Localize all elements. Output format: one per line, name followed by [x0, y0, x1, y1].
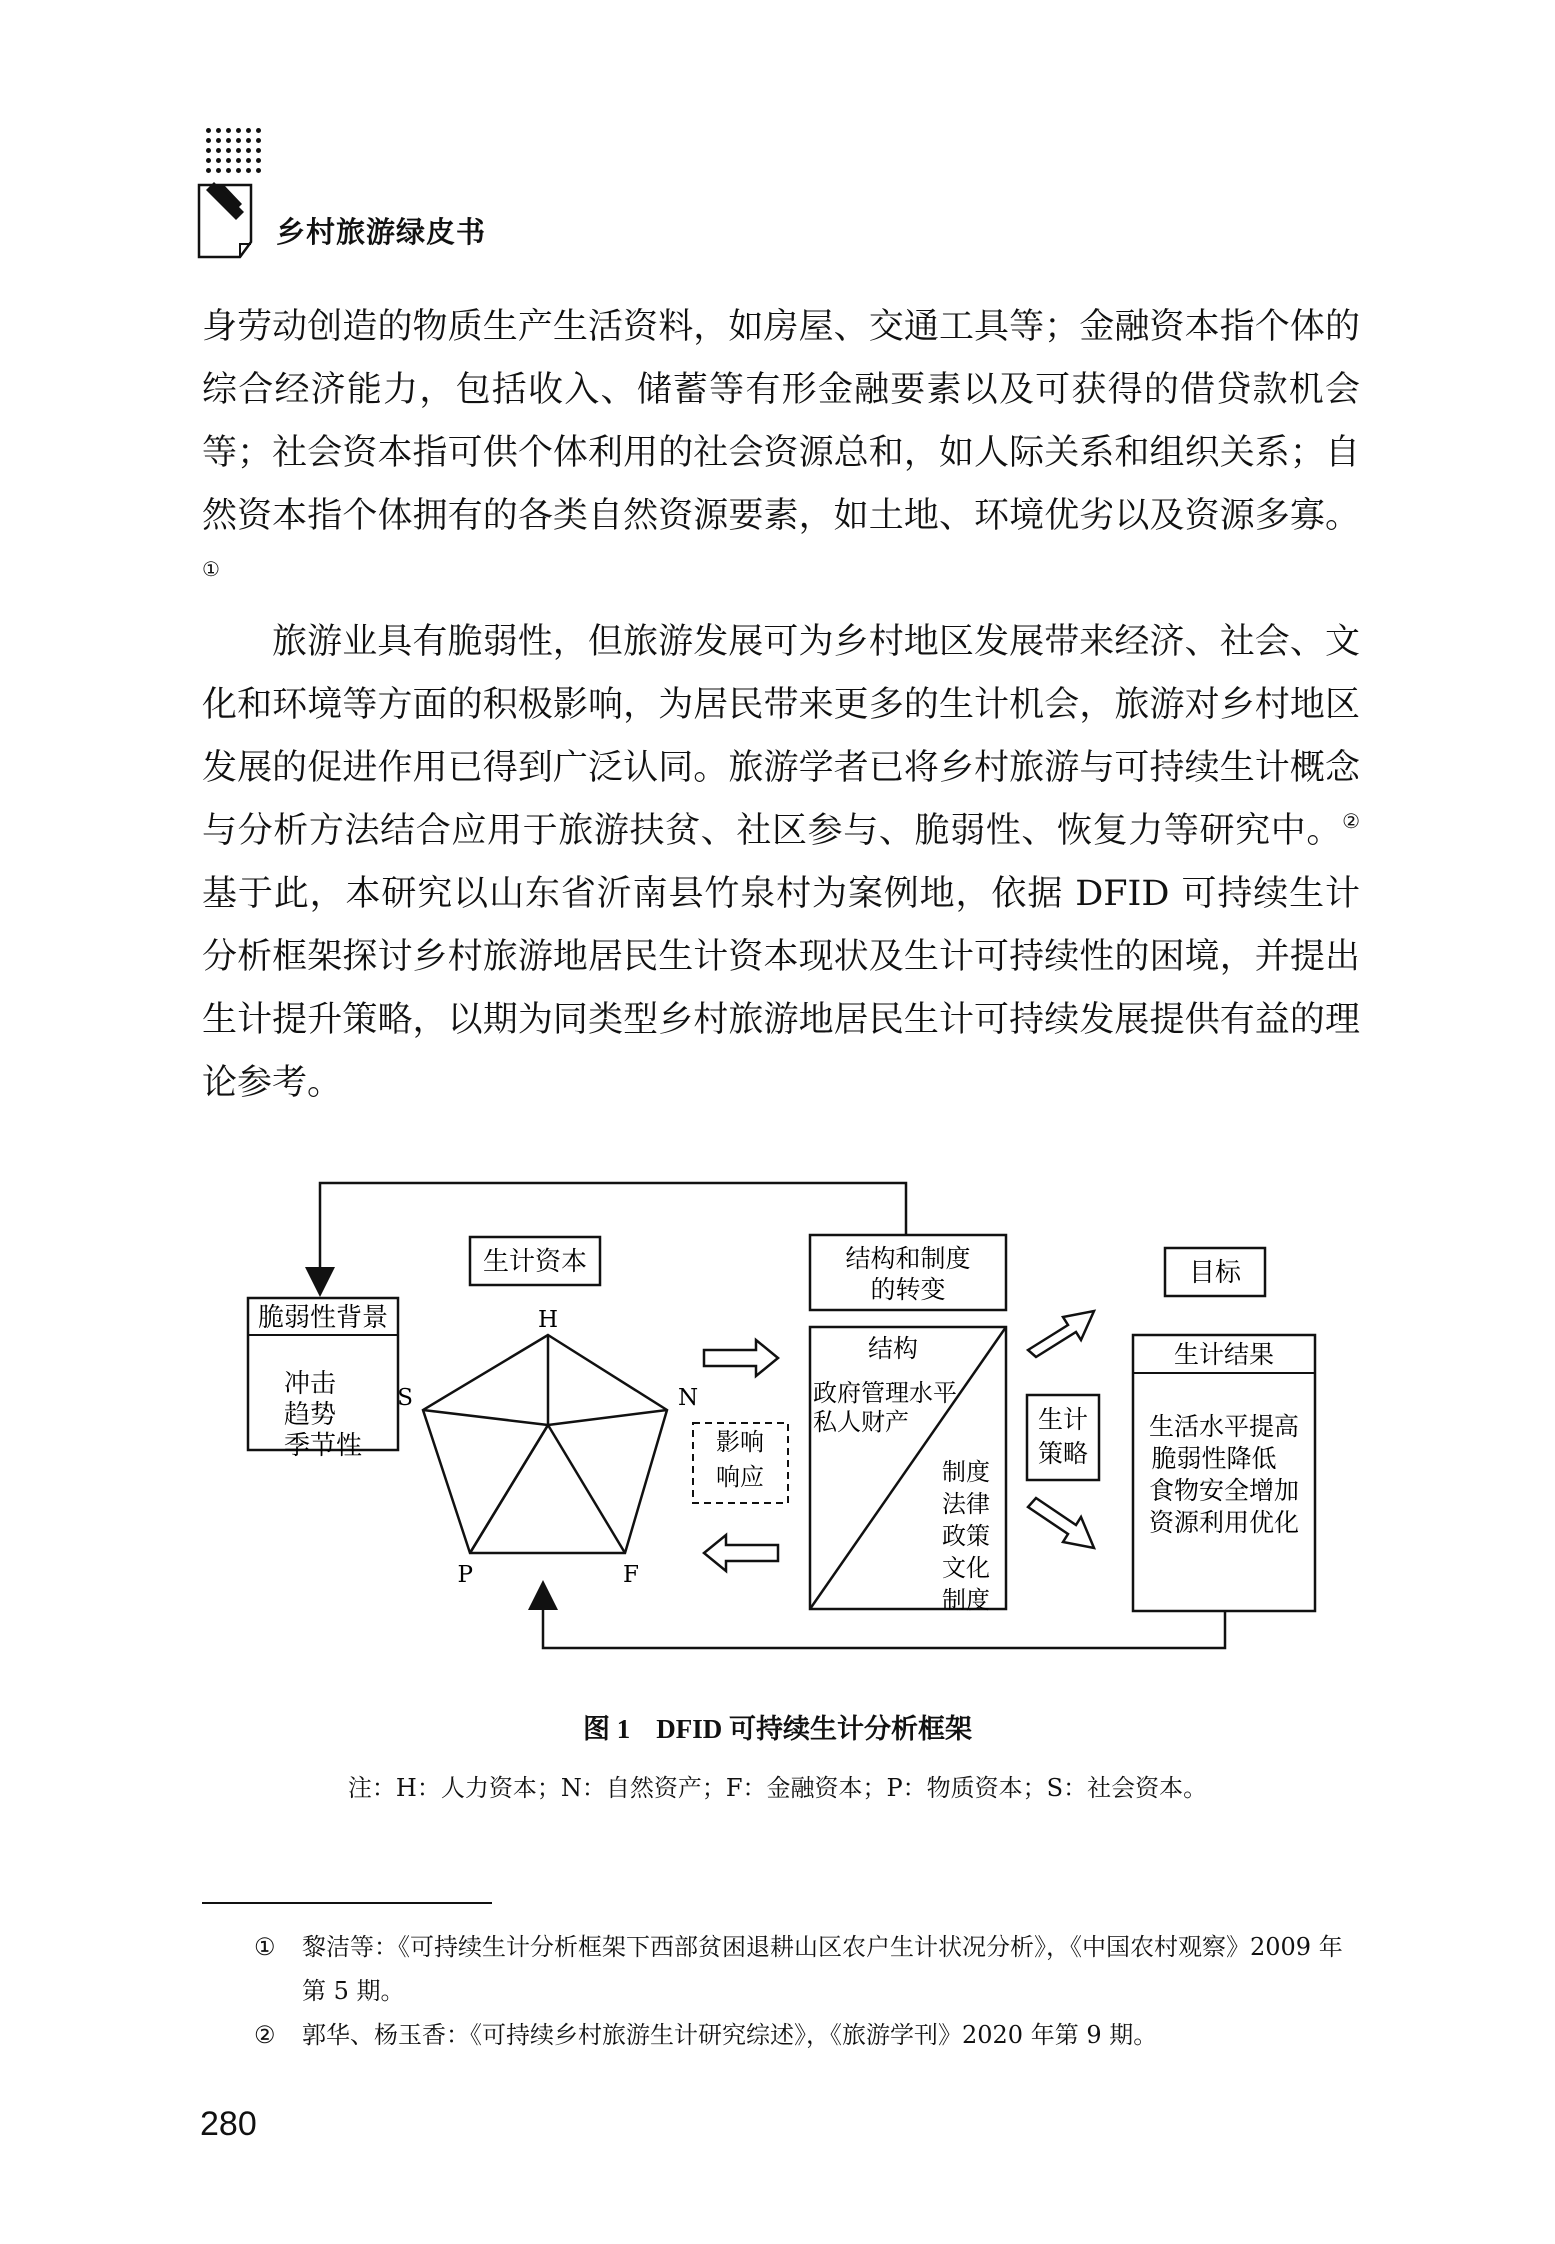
structure-label: 结构 [867, 1334, 919, 1363]
vulnerability-title: 脆弱性背景 [257, 1303, 389, 1333]
capital-label-p: P [457, 1562, 473, 1588]
decorative-dot [216, 148, 221, 153]
transform-box [810, 1327, 1006, 1614]
response-label: 响应 [716, 1463, 764, 1491]
decorative-dot [246, 168, 251, 173]
footnote [202, 1925, 1360, 2013]
decorative-dot [236, 168, 241, 173]
figure-caption-text: DFID 可持续生计分析框架 [656, 1714, 972, 1744]
page-number: 280 [200, 2105, 257, 2143]
outcome-item: 脆弱性降低 [1151, 1444, 1277, 1473]
block-arrow-down-right [1028, 1498, 1094, 1548]
decorative-dot [236, 148, 241, 153]
decorative-dot [236, 128, 241, 133]
body-text [202, 296, 1360, 1115]
decorative-dot [246, 138, 251, 143]
structure-item: 政府管理水平 [813, 1379, 957, 1407]
decorative-dot [226, 128, 231, 133]
goal-label: 目标 [1188, 1258, 1242, 1288]
transform-title-line2: 的转变 [870, 1275, 946, 1304]
capital-title: 生计资本 [482, 1247, 588, 1277]
decorative-dot [256, 138, 261, 143]
footnote-mark: ① [254, 1933, 276, 1961]
vulnerability-item: 冲击 [283, 1369, 337, 1399]
book-title: 乡村旅游绿皮书 [276, 215, 487, 249]
decorative-dot [206, 128, 211, 133]
paragraph-text-continued: 基于此，本研究以山东省沂南县竹泉村为案例地，依据 DFID 可持续生计分析框架探讨乡村旅游地居民生计资本现状及生计可持续性的困境，并提出生计提升策略，以期为同类型乡村旅游地居民生计可持续发展提供有益的理论参考。 [202, 874, 1360, 1103]
strategy-label: 生计 [1037, 1405, 1089, 1434]
decorative-dot [226, 168, 231, 173]
capital-label-n: N [678, 1385, 699, 1411]
decorative-dot [216, 158, 221, 163]
decorative-dot [256, 168, 261, 173]
footnote-ref[interactable]: ② [1342, 809, 1360, 833]
paragraph-text: 旅游业具有脆弱性，但旅游发展可为乡村地区发展带来经济、社会、文化和环境等方面的积极影响，为居民带来更多的生计机会，旅游对乡村地区发展的促进作用已得到广泛认同。旅游学者已将乡村旅游与可持续生计概念与分析方法结合应用于旅游扶贫、社区参与、脆弱性、恢复力等研究中。 [202, 622, 1360, 851]
capital-label-s: S [397, 1385, 413, 1411]
paragraph [202, 611, 1360, 1115]
dfid-framework-diagram [230, 1180, 1340, 1680]
decorative-dot [206, 168, 211, 173]
decorative-dot [246, 158, 251, 163]
outcome-title: 生计结果 [1173, 1340, 1275, 1369]
footnote [202, 2013, 1360, 2057]
footnotes [202, 1925, 1360, 2057]
decorative-dot [226, 148, 231, 153]
institution-item: 法律 [942, 1490, 990, 1518]
decorative-dot [206, 148, 211, 153]
decorative-dot [216, 128, 221, 133]
figure-caption [0, 1707, 1555, 1746]
decorative-dot [236, 138, 241, 143]
decorative-dot [216, 138, 221, 143]
capital-label-h: H [537, 1307, 559, 1333]
capital-label-f: F [623, 1562, 639, 1588]
structure-item: 私人财产 [813, 1408, 909, 1436]
influence-label: 影响 [716, 1428, 764, 1456]
institution-item: 制度 [942, 1458, 990, 1486]
strategy-label: 策略 [1037, 1439, 1089, 1468]
decorative-dot [216, 168, 221, 173]
paragraph-text: 身劳动创造的物质生产生活资料，如房屋、交通工具等；金融资本指个体的综合经济能力，包括收入、储蓄等有形金融要素以及可获得的借贷款机会等；社会资本指可供个体利用的社会资源总和，如人际关系和组织关系；自然资本指个体拥有的各类自然资源要素，如土地、环境优劣以及资源多寡。 [202, 307, 1360, 536]
bookmark-arrow-icon [196, 182, 256, 260]
decorative-dot [246, 128, 251, 133]
decorative-dot [206, 158, 211, 163]
block-arrow-up-right [1028, 1311, 1094, 1357]
running-header [196, 128, 616, 268]
outcome-box [1133, 1335, 1315, 1611]
decorative-dot [206, 138, 211, 143]
figure-number: 图 1 [583, 1714, 631, 1744]
outcome-item: 资源利用优化 [1148, 1508, 1300, 1537]
footnote-text: 黎洁等：《可持续生计分析框架下西部贫困退耕山区农户生计状况分析》，《中国农村观察》2009 年第 5 期。 [302, 1933, 1343, 2005]
paragraph [202, 296, 1360, 611]
institution-item: 制度 [942, 1586, 990, 1614]
block-arrow-left [704, 1535, 778, 1571]
capital-pentagon [423, 1335, 667, 1553]
institution-item: 文化 [942, 1554, 990, 1582]
decorative-dot [236, 158, 241, 163]
decorative-dot [226, 138, 231, 143]
vulnerability-item: 季节性 [283, 1431, 363, 1461]
footnote-divider [202, 1902, 492, 1904]
decorative-dot [246, 148, 251, 153]
outcome-item: 食物安全增加 [1148, 1476, 1300, 1505]
transform-title-line1: 结构和制度 [845, 1244, 971, 1273]
footnote-ref[interactable]: ① [202, 557, 220, 581]
footnote-text: 郭华、杨玉香：《可持续乡村旅游生计研究综述》，《旅游学刊》2020 年第 9 期。 [302, 2021, 1158, 2049]
vulnerability-context-box [248, 1298, 398, 1461]
decorative-dot [226, 158, 231, 163]
block-arrow-right [704, 1340, 778, 1376]
institution-item: 政策 [942, 1522, 990, 1550]
decorative-dot [256, 148, 261, 153]
footnote-mark: ② [254, 2021, 276, 2049]
outcome-item: 生活水平提高 [1148, 1412, 1300, 1441]
decorative-dot [256, 128, 261, 133]
figure-note: 注：H：人力资本；N：自然资产；F：金融资本；P：物质资本；S：社会资本。 [347, 1774, 1208, 1802]
vulnerability-item: 趋势 [283, 1400, 337, 1430]
decorative-dot [256, 158, 261, 163]
